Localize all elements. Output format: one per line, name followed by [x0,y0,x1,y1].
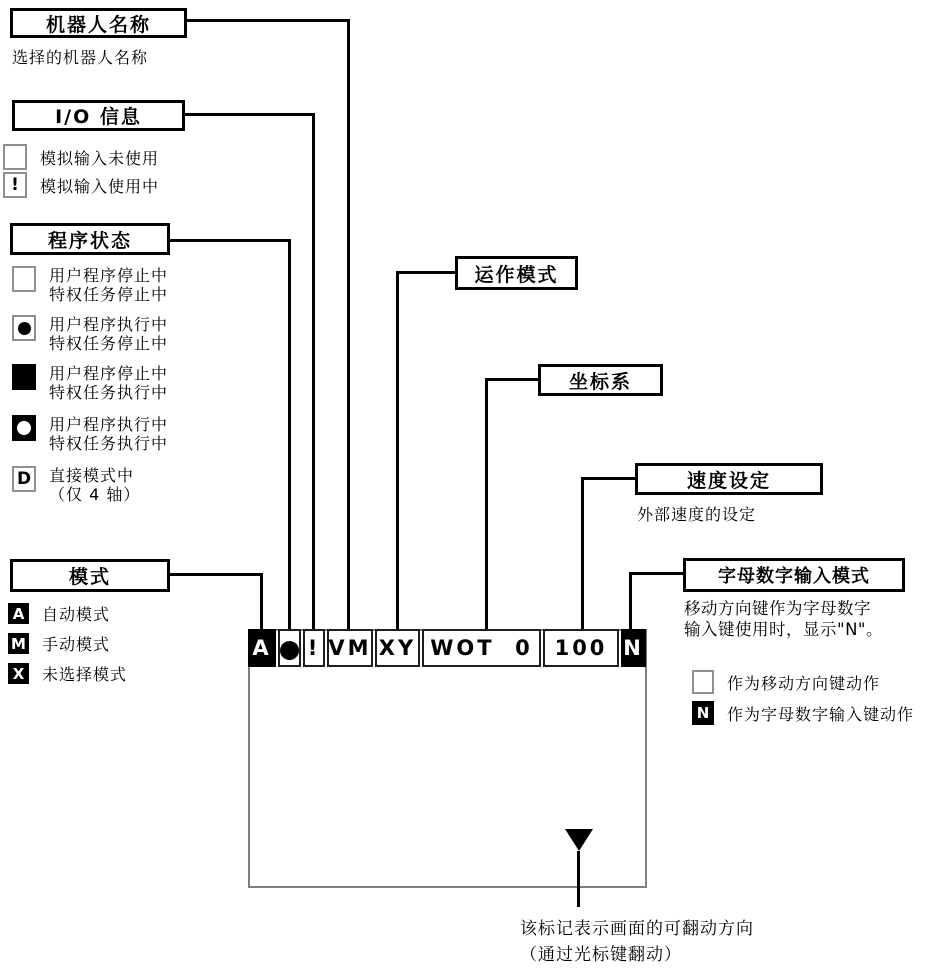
connector-io-info-h [184,113,315,116]
statusbar-robot-name-cell: VM [327,629,373,667]
program-status-item-1 [12,266,168,304]
connector-program-status-v [288,239,291,630]
connector-mode-v [260,573,263,630]
connector-speed-v [581,477,584,630]
io-legend-used-label: 模拟输入使用中 [40,176,160,196]
callout-robot-name [10,8,187,38]
connector-operation-mode-v [396,271,399,630]
alnum-legend-arrow [692,670,880,694]
statusbar-mode-cell: A [248,629,276,667]
program-status-item-3-line1: 用户程序停止中 [49,364,169,383]
filled-square-icon [12,364,36,390]
connector-mode-h [169,573,263,576]
connector-io-info-v [312,113,315,630]
statusbar-coordinate-cell: WOT 0 [422,629,541,667]
mode-legend-manual-label: 手动模式 [42,635,111,654]
callout-alnum-input [683,558,905,592]
callout-operation-mode-label: 运作模式 [474,263,559,286]
program-status-item-5 [12,466,140,504]
callout-coordinate-system-label: 坐标系 [568,370,632,393]
program-status-item-3-line2: 特权任务执行中 [49,383,169,402]
robot-name-desc: 选择的机器人名称 [12,48,149,67]
program-status-item-4-line2: 特权任务执行中 [49,434,169,453]
empty-square-icon [692,670,714,694]
connector-robot-name-v [347,19,350,630]
inverse-letter-a-icon: A [8,603,29,624]
connector-alnum-v [629,572,632,630]
callout-speed-setting [635,463,823,495]
callout-io-info-label: I/O 信息 [55,106,142,128]
alnum-input-desc [684,598,883,640]
statusbar-alnum-cell: N [621,629,646,667]
io-legend-unused-label: 模拟输入未使用 [40,148,160,168]
mode-legend-none-label: 未选择模式 [42,665,128,684]
speed-setting-desc: 外部速度的设定 [637,505,757,524]
callout-mode-label: 模式 [68,566,111,588]
callout-operation-mode [455,256,578,290]
callout-program-status-label: 程序状态 [47,229,132,252]
letter-d-square-icon: D [12,466,36,492]
mode-legend-auto-label: 自动模式 [42,605,111,624]
empty-square-icon [12,266,36,292]
connector-operation-mode-h [396,271,456,274]
mode-legend-auto [8,602,110,625]
callout-robot-name-label: 机器人名称 [45,13,151,36]
down-triangle-icon [565,829,593,851]
statusbar-speed-cell: 100 [543,629,619,667]
program-status-item-2 [12,315,168,353]
program-status-item-4 [12,415,168,453]
program-status-item-1-line2: 特权任务停止中 [49,285,169,304]
alnum-input-desc-line1: 移动方向键作为字母数字 [684,599,871,618]
inverse-letter-m-icon: M [8,633,29,654]
callout-program-status [10,223,170,255]
io-legend-unused [3,144,159,170]
marker-caption-line2: （通过光标键翻动） [520,945,682,965]
io-legend-used [3,172,159,198]
mode-legend-manual [8,632,110,655]
program-status-item-1-line1: 用户程序停止中 [49,266,169,285]
empty-square-icon [3,144,27,170]
callout-speed-setting-label: 速度设定 [686,469,771,492]
alnum-legend-arrow-label: 作为移动方向键动作 [727,673,881,693]
program-status-item-3 [12,364,168,402]
inverse-letter-n-icon: N [692,701,714,725]
statusbar-program-status-cell: ● [278,629,301,667]
program-status-item-4-line1: 用户程序执行中 [49,415,169,434]
marker-caption-line1: 该标记表示画面的可翻动方向 [520,919,754,939]
inverse-letter-x-icon: X [8,663,29,684]
statusbar-io-cell: ! [303,629,325,667]
connector-alnum-h [629,572,684,575]
connector-coordinate-v [485,378,488,630]
callout-alnum-input-label: 字母数字输入模式 [718,566,870,587]
marker-caption [520,916,754,968]
alnum-input-desc-line2: 输入键使用时，显示"N"。 [684,620,884,639]
callout-io-info [12,100,185,131]
statusbar-operation-mode-cell: XY [375,629,420,667]
program-status-item-5-line1: 直接模式中 [49,466,135,485]
alnum-legend-input [692,701,914,725]
program-status-item-5-line2: （仅 4 轴） [49,485,141,504]
program-status-item-2-line2: 特权任务停止中 [49,334,169,353]
circle-in-filled-square-icon [12,415,36,441]
program-status-item-2-line1: 用户程序执行中 [49,315,169,334]
alnum-legend-input-label: 作为字母数字输入键动作 [727,704,915,724]
dot-in-square-icon [12,315,36,341]
connector-program-status-h [169,239,291,242]
mode-legend-none [8,662,127,685]
connector-coordinate-h [485,378,539,381]
connector-speed-h [581,477,636,480]
connector-robot-name-h [185,19,350,22]
status-bar [248,629,646,667]
callout-coordinate-system [538,364,663,396]
callout-mode [10,559,170,592]
marker-pointer-line [577,851,580,907]
exclamation-square-icon: ! [3,172,27,198]
